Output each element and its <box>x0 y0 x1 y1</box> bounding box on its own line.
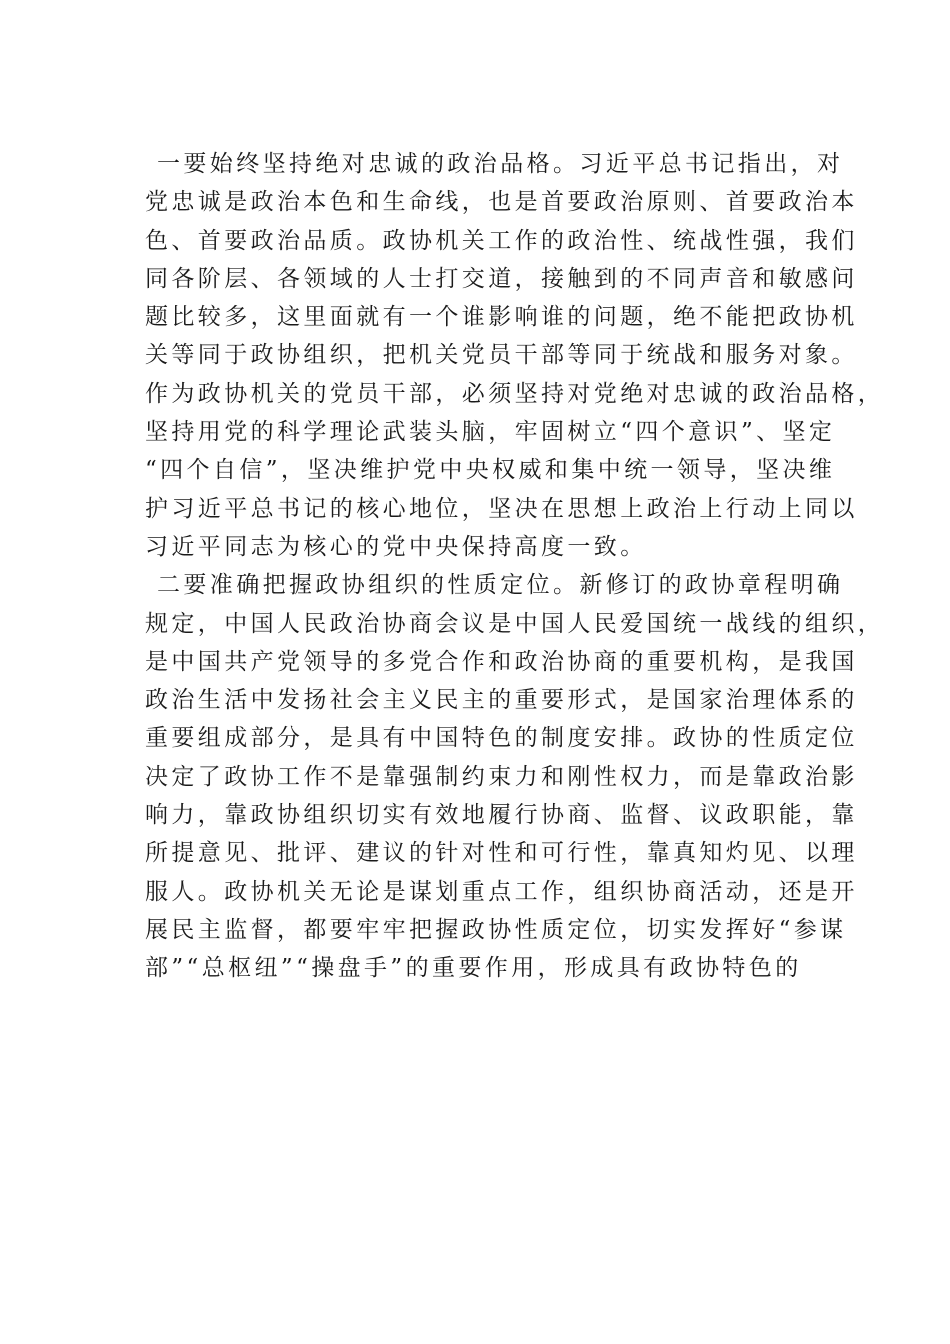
text-line: 党忠诚是政治本色和生命线，也是首要政治原则、首要政治本 <box>145 189 858 216</box>
text-line: 护习近平总书记的核心地位，坚决在思想上政治上行动上同以 <box>145 495 858 522</box>
text-line: 政治生活中发扬社会主义民主的重要形式，是国家治理体系的 <box>145 687 858 714</box>
text-line: 重要组成部分，是具有中国特色的制度安排。政协的性质定位 <box>145 725 858 752</box>
text-line: 坚持用党的科学理论武装头脑，牢固树立“四个意识”、坚定 <box>145 419 836 446</box>
text-line: 展民主监督，都要牢牢把握政协性质定位，切实发挥好“参谋 <box>145 916 847 943</box>
paragraph-positioning <box>145 566 885 987</box>
text-line: 响力，靠政协组织切实有效地履行协商、监督、议政职能，靠 <box>145 802 858 829</box>
text-line: 所提意见、批评、建议的针对性和可行性，靠真知灼见、以理 <box>145 840 858 867</box>
text-line: 部”“总枢纽”“操盘手”的重要作用，形成具有政协特色的 <box>145 955 802 982</box>
text-line: 习近平同志为核心的党中央保持高度一致。 <box>145 533 647 560</box>
text-line: 色、首要政治品质。政协机关工作的政治性、统战性强，我们 <box>145 227 858 254</box>
text-line: 作为政协机关的党员干部，必须坚持对党绝对忠诚的政治品格， <box>145 380 885 407</box>
text-line: 一要始终坚持绝对忠诚的政治品格。习近平总书记指出，对 <box>157 151 844 177</box>
text-line: 关等同于政协组织，把机关党员干部等同于统战和服务对象。 <box>145 342 858 369</box>
text-line: 二要准确把握政协组织的性质定位。新修订的政协章程明确 <box>157 572 844 599</box>
text-line: 是中国共产党领导的多党合作和政治协商的重要机构，是我国 <box>145 648 858 675</box>
text-line: 同各阶层、各领域的人士打交道，接触到的不同声音和敏感问 <box>145 265 858 292</box>
paragraph-loyalty <box>145 145 885 566</box>
text-line: 服人。政协机关无论是谋划重点工作，组织协商活动，还是开 <box>145 878 858 905</box>
text-line: 决定了政协工作不是靠强制约束力和刚性权力，而是靠政治影 <box>145 763 858 790</box>
text-line: “四个自信”，坚决维护党中央权威和集中统一领导，坚决维 <box>145 457 836 484</box>
document-body <box>145 145 885 988</box>
text-line: 规定，中国人民政治协商会议是中国人民爱国统一战线的组织， <box>145 610 885 637</box>
text-line: 题比较多，这里面就有一个谁影响谁的问题，绝不能把政协机 <box>145 304 858 331</box>
